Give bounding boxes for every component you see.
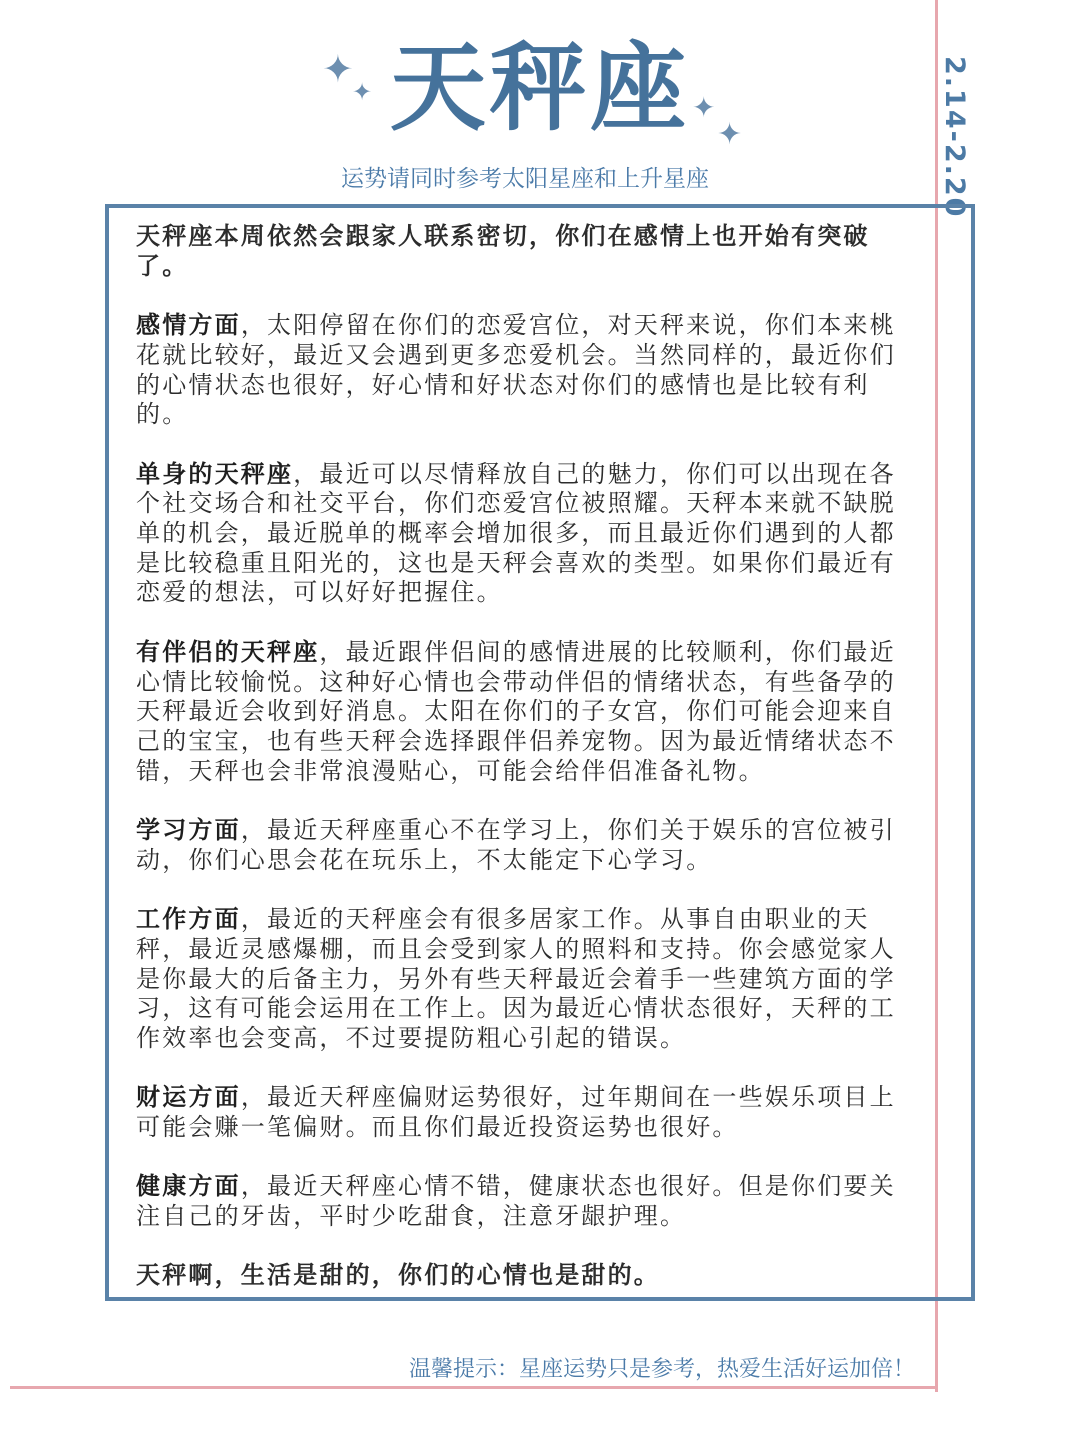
decorative-horizontal-line: [10, 1386, 938, 1389]
page-title: 天秤座: [390, 32, 690, 144]
section-text: ，最近天秤座重心不在学习上，你们关于娱乐的宫位被引动，你们心思会花在玩乐上，不太能定下心学习。: [136, 816, 896, 874]
sparkle-icon: ✦: [352, 78, 373, 106]
footer-tip: 温馨提示：星座运势只是参考，热爱生活好运加倍！: [408, 1357, 915, 1382]
section-heading: 财运方面: [136, 1083, 241, 1112]
section-text: ，最近天秤座偏财运势很好，过年期间在一些娱乐项目上可能会赚一笔偏财。而且你们最近投资运势也很好。: [136, 1083, 896, 1141]
section-work: [136, 905, 911, 1054]
section-love: [136, 311, 911, 430]
section-health: [136, 1172, 911, 1231]
horoscope-content-box: [105, 204, 975, 1301]
sparkle-icon: ✦: [717, 117, 743, 152]
section-text: ，最近的天秤座会有很多居家工作。从事自由职业的天秤，最近灵感爆棚，而且会受到家人的照料和支持。你会感觉家人是你最大的后备主力，另外有些天秤最近会着手一些建筑方面的学习，这有可能会运用在工作上。因为最近心情状态很好，天秤的工作效率也会变高，不过要提防粗心引起的错误。: [136, 905, 896, 1052]
sparkle-icon: ✦: [692, 91, 716, 124]
section-heading: 健康方面: [136, 1172, 241, 1201]
section-heading: 有伴侣的天秤座: [136, 637, 320, 666]
date-range: 2.14-2.20: [939, 56, 970, 219]
section-text: ，最近跟伴侣间的感情进展的比较顺利，你们最近心情比较愉悦。这种好心情也会带动伴侣的情绪状态，有些备孕的天秤最近会收到好消息。太阳在你们的子女宫，你们可能会迎来自己的宝宝，也有些天秤会选择跟伴侣养宠物。因为最近情绪状态不错，天秤也会非常浪漫贴心，可能会给伴侣准备礼物。: [136, 637, 896, 785]
closing-paragraph: 天秤啊，生活是甜的，你们的心情也是甜的。: [136, 1261, 660, 1290]
section-heading: 感情方面: [136, 311, 241, 340]
intro-paragraph: 天秤座本周依然会跟家人联系密切，你们在感情上也开始有突破了。: [136, 222, 870, 280]
section-text: ，最近天秤座心情不错，健康状态也很好。但是你们要关注自己的牙齿，平时少吃甜食，注意牙龈护理。: [136, 1172, 896, 1231]
section-wealth: [136, 1083, 911, 1142]
sparkle-icon: ✦: [322, 47, 354, 91]
section-text: ，最近可以尽情释放自己的魅力，你们可以出现在各个社交场合和社交平台，你们恋爱宫位被照耀。天秤本来就不缺脱单的机会，最近脱单的概率会增加很多，而且最近你们遇到的人都是比较稳重且阳光的，这也是天秤会喜欢的类型。如果你们最近有恋爱的想法，可以好好把握住。: [136, 459, 896, 607]
page-subtitle: 运势请同时参考太阳星座和上升星座: [341, 166, 709, 192]
section-heading: 学习方面: [136, 816, 241, 844]
section-partnered: [136, 638, 911, 787]
section-heading: 单身的天秤座: [136, 459, 294, 488]
section-single: [136, 460, 911, 609]
section-text: ，太阳停留在你们的恋爱宫位，对天秤来说，你们本来桃花就比较好，最近又会遇到更多恋爱机会。当然同样的，最近你们的心情状态也很好，好心情和好状态对你们的感情也是比较有利的。: [136, 311, 896, 429]
section-heading: 工作方面: [136, 905, 241, 934]
section-study: [136, 816, 911, 875]
